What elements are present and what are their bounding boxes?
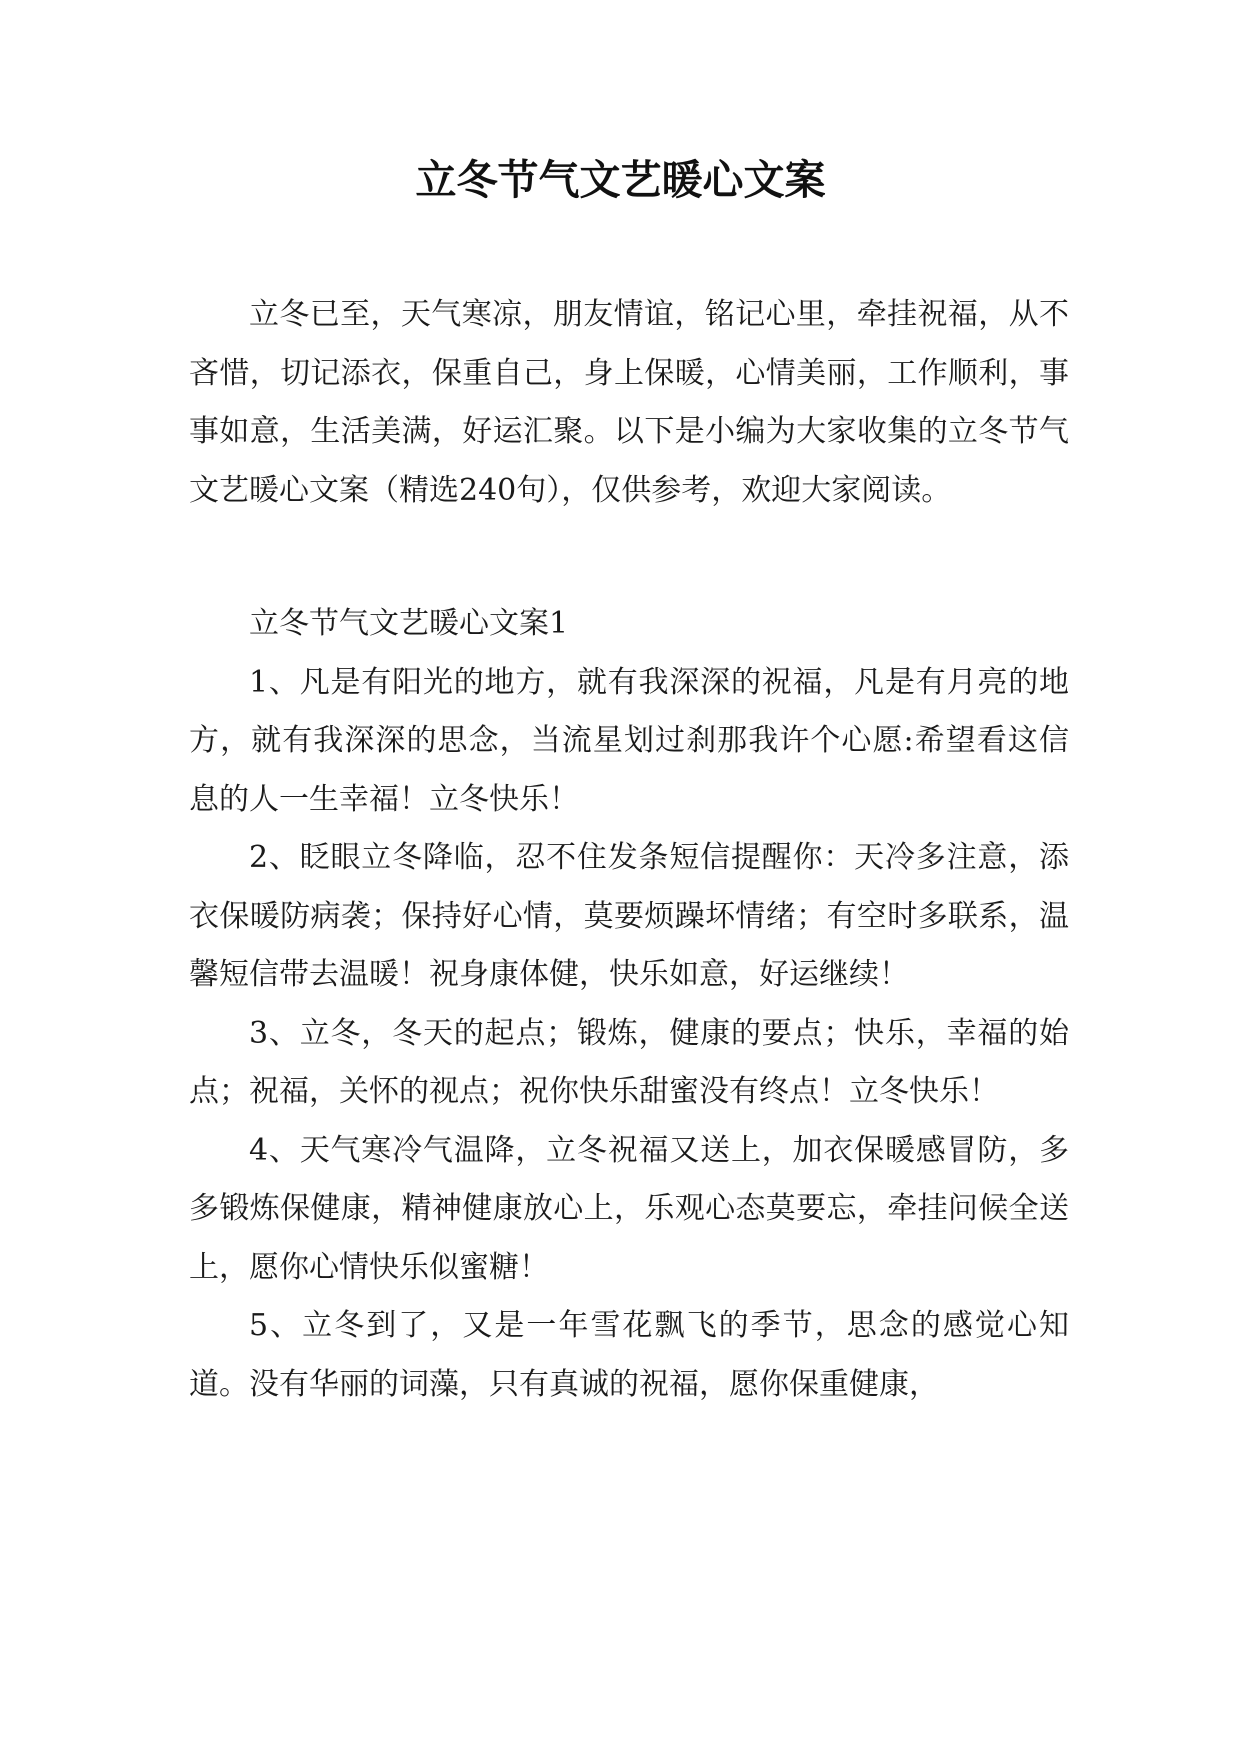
document-body bbox=[189, 286, 1069, 1414]
document-title: 立冬节气文艺暖心文案 bbox=[415, 156, 826, 204]
paragraph-spacer bbox=[189, 520, 1069, 595]
list-item: 2、眨眼立冬降临，忍不住发条短信提醒你：天冷多注意，添衣保暖防病袭；保持好心情，莫要烦躁坏情绪；有空时多联系，温馨短信带去温暖！祝身康体健，快乐如意，好运继续！ bbox=[189, 840, 1069, 992]
list-item: 5、立冬到了，又是一年雪花飘飞的季节，思念的感觉心知道。没有华丽的词藻，只有真诚的祝福，愿你保重健康， bbox=[189, 1308, 1069, 1402]
section-heading: 立冬节气文艺暖心文案1 bbox=[249, 606, 569, 641]
intro-paragraph: 立冬已至，天气寒凉，朋友情谊，铭记心里，牵挂祝福，从不吝惜，切记添衣，保重自己，身上保暖，心情美丽，工作顺利，事事如意，生活美满，好运汇聚。以下是小编为大家收集的立冬节气文艺暖心文案（精选240句），仅供参考，欢迎大家阅读。 bbox=[189, 297, 1069, 508]
list-item: 4、天气寒冷气温降，立冬祝福又送上，加衣保暖感冒防，多多锻炼保健康，精神健康放心上，乐观心态莫要忘，牵挂问候全送上，愿你心情快乐似蜜糖！ bbox=[189, 1132, 1069, 1285]
list-item: 1、凡是有阳光的地方，就有我深深的祝福，凡是有月亮的地方，就有我深深的思念，当流星划过刹那我许个心愿:希望看这信息的人一生幸福！立冬快乐！ bbox=[189, 664, 1069, 817]
list-item: 3、立冬，冬天的起点；锻炼，健康的要点；快乐，幸福的始点；祝福，关怀的视点；祝你快乐甜蜜没有终点！立冬快乐！ bbox=[189, 1015, 1069, 1109]
